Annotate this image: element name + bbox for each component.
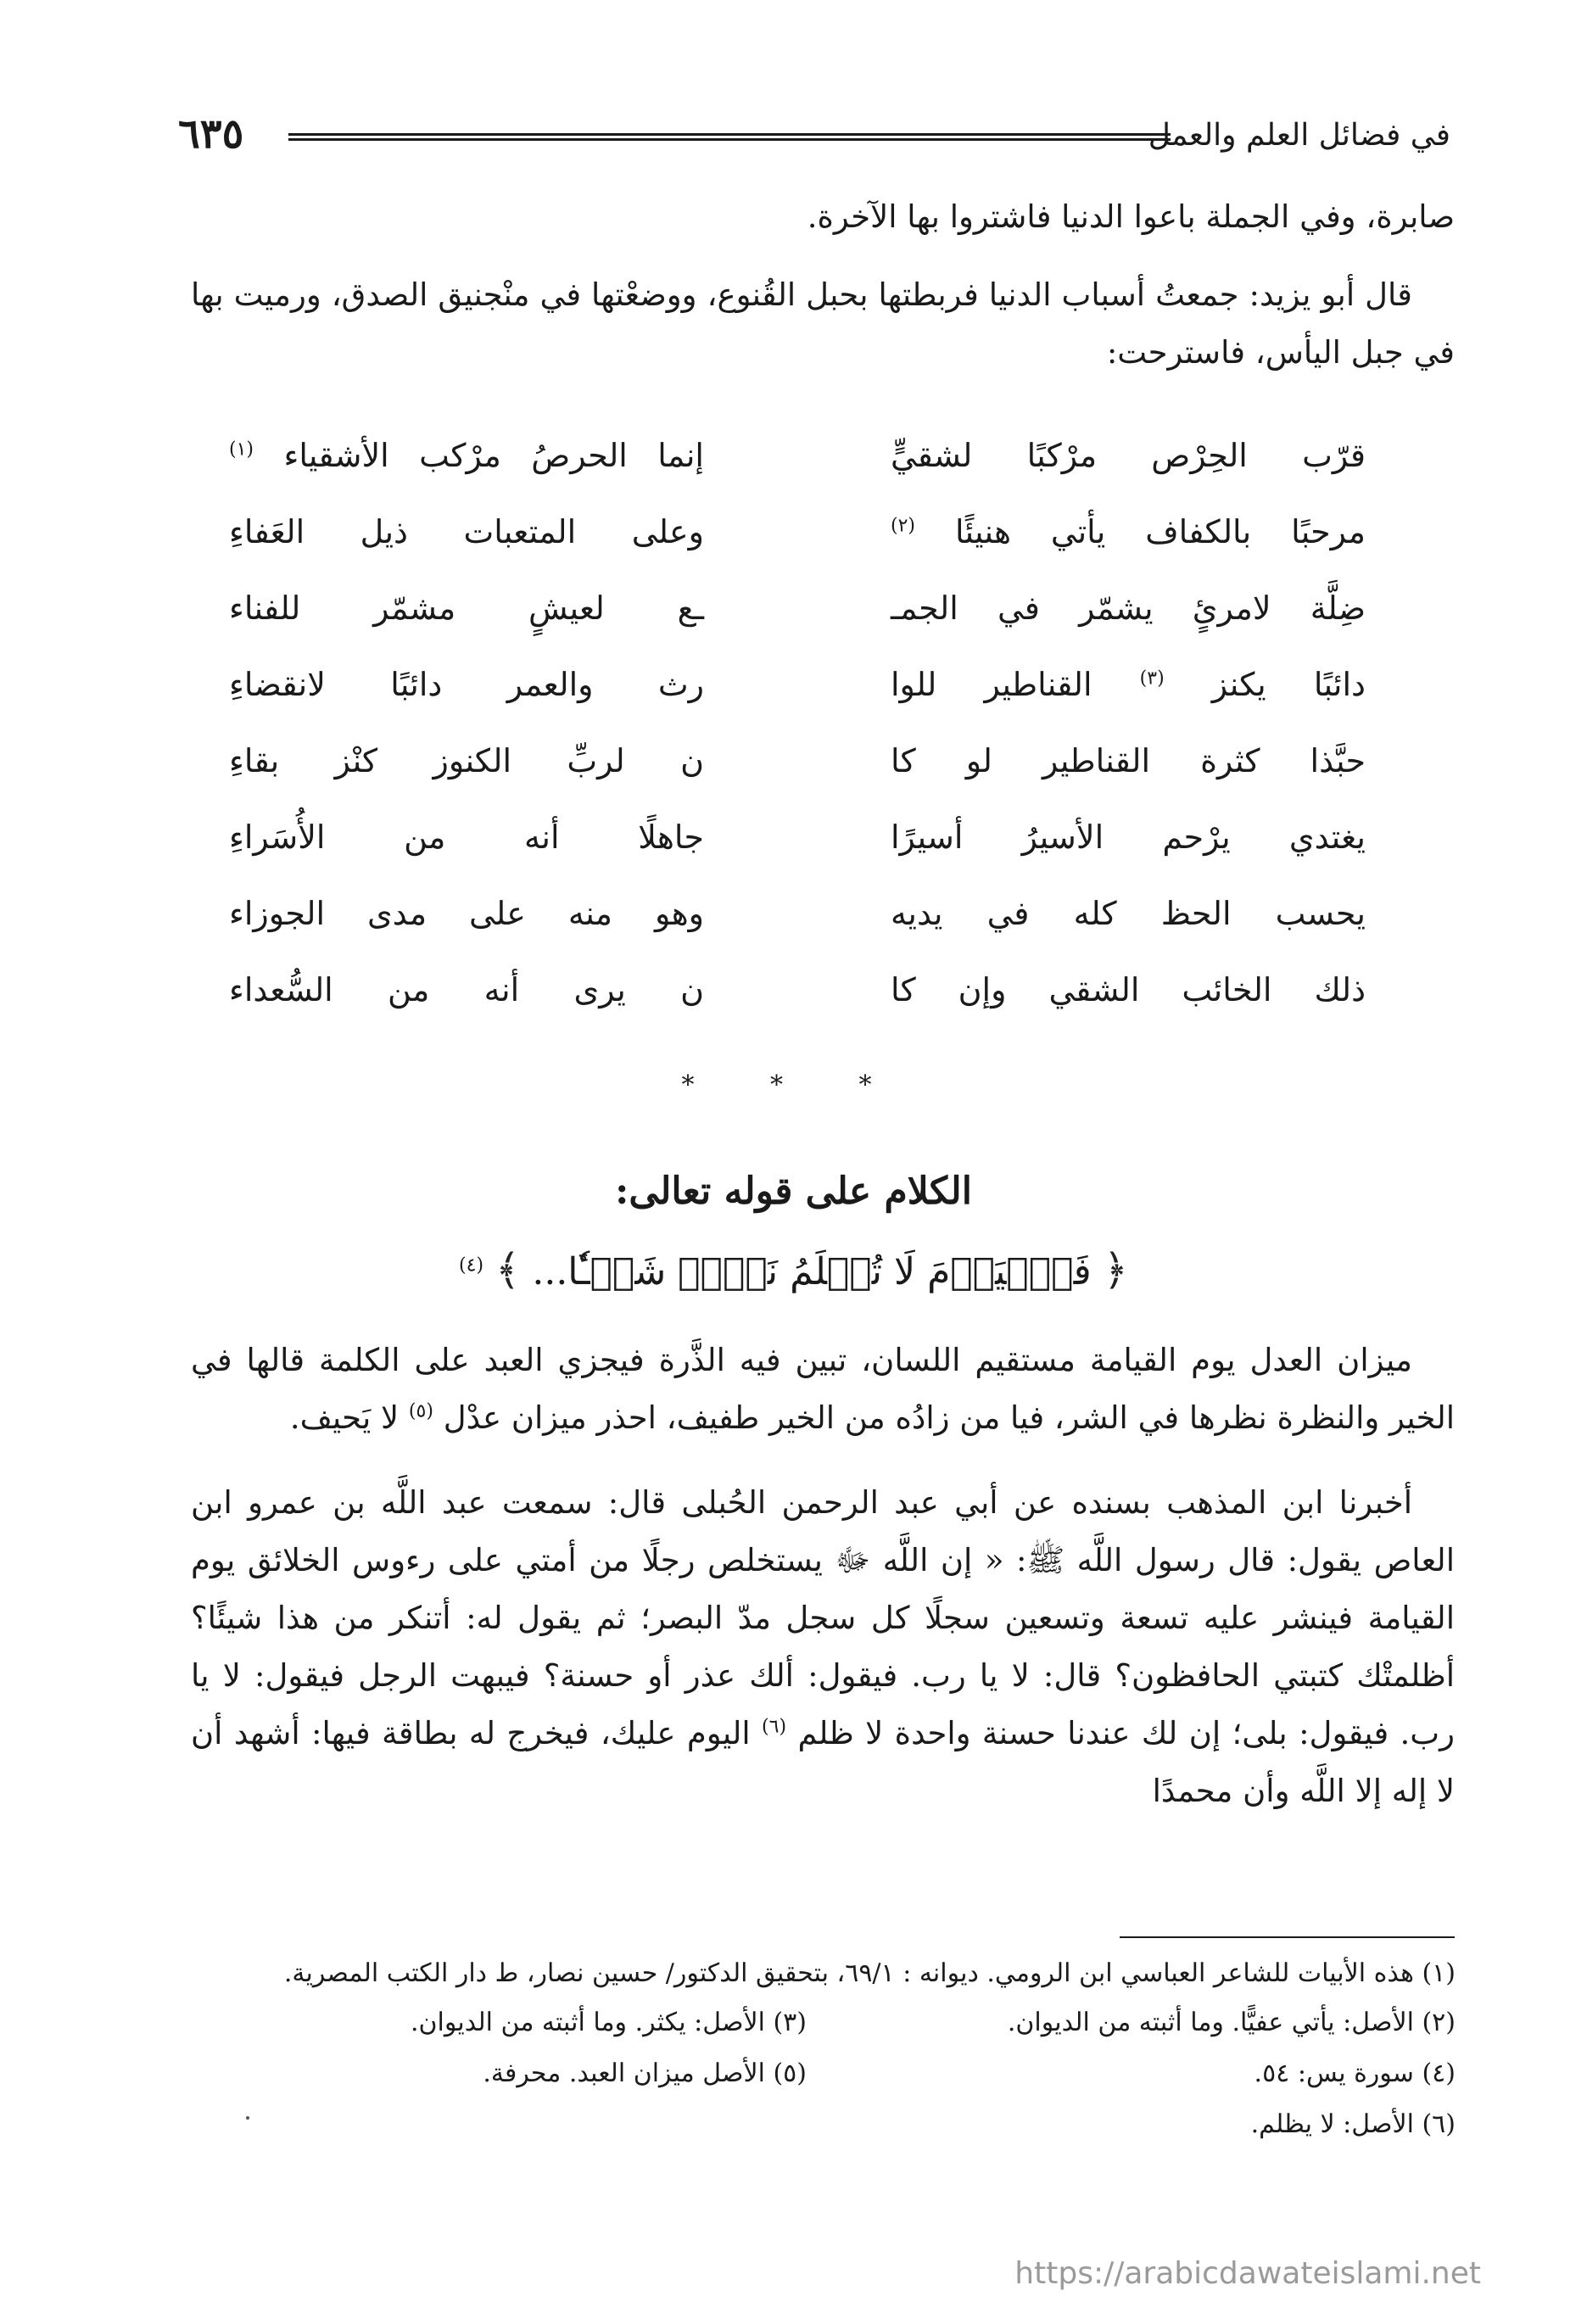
watermark: https://arabicdawateislami.net — [1014, 2256, 1481, 2291]
paragraph-text: قال أبو يزيد: جمعتُ أسباب الدنيا فربطتها بحبل القُنوع، ووضعْتها في منْجنيق الصدق، ورميت بها في جبل اليأس، فاسترحت: — [191, 277, 1455, 371]
footnote: (٣) الأصل: يكثر. وما أثبته من الديوان. — [410, 2008, 807, 2037]
footnote: (٦) الأصل: لا يظلم. — [1250, 2109, 1456, 2139]
verse-second-hemistich — [229, 417, 704, 494]
verse — [229, 799, 1366, 875]
verse-second-hemistich: وهو منه على مدى الجوزاء — [229, 895, 704, 932]
verse — [229, 646, 1366, 723]
verse — [229, 952, 1366, 1028]
footnote: (٢) الأصل: يأتي عفيًّا. وما أثبته من الديوان. — [1007, 2008, 1456, 2037]
poem — [229, 417, 1366, 1028]
verse-first-hemistich: ضِلَّة لامرئٍ يشمّر في الجمـ — [891, 589, 1366, 627]
quran-text: فَٱلۡيَوۡمَ لَا تُظۡلَمُ نَفۡسٞ شَيۡـٔٗا... — [532, 1250, 1092, 1293]
verse-second-hemistich: وعلى المتعبات ذيل العَفاءِ — [229, 513, 704, 550]
verse — [229, 875, 1366, 952]
hemistich-text: إنما الحرصُ مرْكب الأشقياء — [283, 437, 704, 474]
hemistich-text: القناطير للوا — [891, 666, 1092, 703]
footnote-ref: (٥) — [408, 1400, 433, 1422]
quran-verse — [0, 1240, 1587, 1302]
section-heading: الكلام على قوله تعالى: — [615, 1170, 972, 1213]
footnote: (٤) سورة يس: ٥٤. — [1254, 2059, 1456, 2088]
footnote: (١) هذه الأبيات للشاعر العباسي ابن الرومي. ديوانه : ٦٩/١، بتحقيق الدكتور/ حسين نصار، ط دار الكتب المصرية. — [283, 1958, 1456, 1988]
footnote-ref: (٤) — [459, 1254, 484, 1277]
paragraph-text: ميزان العدل يوم القيامة مستقيم اللسان، تبين فيه الذَّرة فيجزي العبد على الكلمة قالها في الخير والنظرة نظرها في الشر، فيا من زادُه من الخير طفيف، احذر ميزان عدْل — [191, 1342, 1455, 1436]
verse-second-hemistich: ـع لعيشٍ مشمّر للفناء — [229, 589, 704, 627]
footnote: (٥) الأصل ميزان العبد. محرفة. — [483, 2059, 807, 2088]
paragraph-hadith — [191, 1474, 1455, 1820]
verse — [229, 570, 1366, 646]
footnote-rule — [1120, 1936, 1455, 1938]
verse-first-hemistich: قرّب الحِرْص مرْكبًا لشقيٍّ — [891, 437, 1366, 474]
running-title: في فضائل العلم والعمل — [1148, 118, 1450, 153]
verse — [229, 723, 1366, 799]
verse-second-hemistich: ن لربِّ الكنوز كنْز بقاءِ — [229, 742, 704, 779]
verse-first-hemistich: يحسب الحظ كله في يديه — [891, 895, 1366, 932]
verse-second-hemistich: رث والعمر دائبًا لانقضاءِ — [229, 666, 704, 703]
verse-first-hemistich — [891, 494, 1366, 570]
section-separator: * * * — [681, 1070, 906, 1100]
ornate-bracket-close: ﴾ — [495, 1245, 521, 1294]
paragraph-text: اليوم عليك، فيخرج له بطاقة فيها: أشهد أن لا إله إلا اللَّه وأن محمدًا — [191, 1715, 1455, 1809]
page-header — [178, 110, 1450, 161]
header-rule — [288, 133, 1171, 141]
paragraph-abu-yazid — [191, 266, 1455, 382]
hemistich-text: مرحبًا بالكفاف يأتي هنيئًا — [954, 513, 1366, 550]
verse — [229, 494, 1366, 570]
verse — [229, 417, 1366, 494]
verse-second-hemistich: جاهلًا أنه من الأُسَراءِ — [229, 818, 704, 856]
paragraph-text: أخبرنا ابن المذهب بسنده عن أبي عبد الرحمن الحُبلى قال: سمعت عبد اللَّه بن عمرو ابن العاص يقول: قال رسول اللَّه ﷺ: « إن اللَّه ﷻ يستخلص رجلًا من أمتي على رءوس الخلائق يوم القيامة فينشر عليه تسعة وتسعين سجلًا كل سجل مدّ البصر؛ ثم يقول له: أتنكر من هذا شيئًا؟ أظلمتْك كتبتي الحافظون؟ قال: لا يا رب. فيقول: ألك عذر أو حسنة؟ فيبهت الرجل فيقول: لا يا رب. فيقول: بلى؛ إن لك عندنا حسنة واحدة لا ظلم — [191, 1484, 1455, 1751]
verse-second-hemistich: ن يرى أنه من السُّعداء — [229, 971, 704, 1008]
paragraph-text: لا يَحيف. — [289, 1399, 400, 1436]
verse-first-hemistich: حبَّذا كثرة القناطير لو كا — [891, 742, 1366, 779]
page-number: ٦٣٥ — [178, 110, 244, 158]
footnote-ref: (٦) — [762, 1716, 787, 1738]
ornate-bracket-open: ﴿ — [1103, 1245, 1128, 1294]
footnote-ref: (٢) — [891, 515, 916, 537]
verse-first-hemistich — [891, 646, 1366, 723]
print-speck — [246, 2116, 249, 2120]
paragraph-mizan — [191, 1332, 1455, 1447]
footnote-ref: (٣) — [1139, 668, 1165, 690]
paragraph-continuation: صابرة، وفي الجملة باعوا الدنيا فاشتروا بها الآخرة. — [807, 198, 1455, 235]
verse-first-hemistich: ذلك الخائب الشقي وإن كا — [891, 971, 1366, 1008]
hemistich-text: دائبًا يكنز — [1211, 666, 1366, 703]
footnote-ref: (١) — [229, 439, 254, 461]
verse-first-hemistich: يغتدي يرْحم الأسيرُ أسيرًا — [891, 818, 1366, 856]
